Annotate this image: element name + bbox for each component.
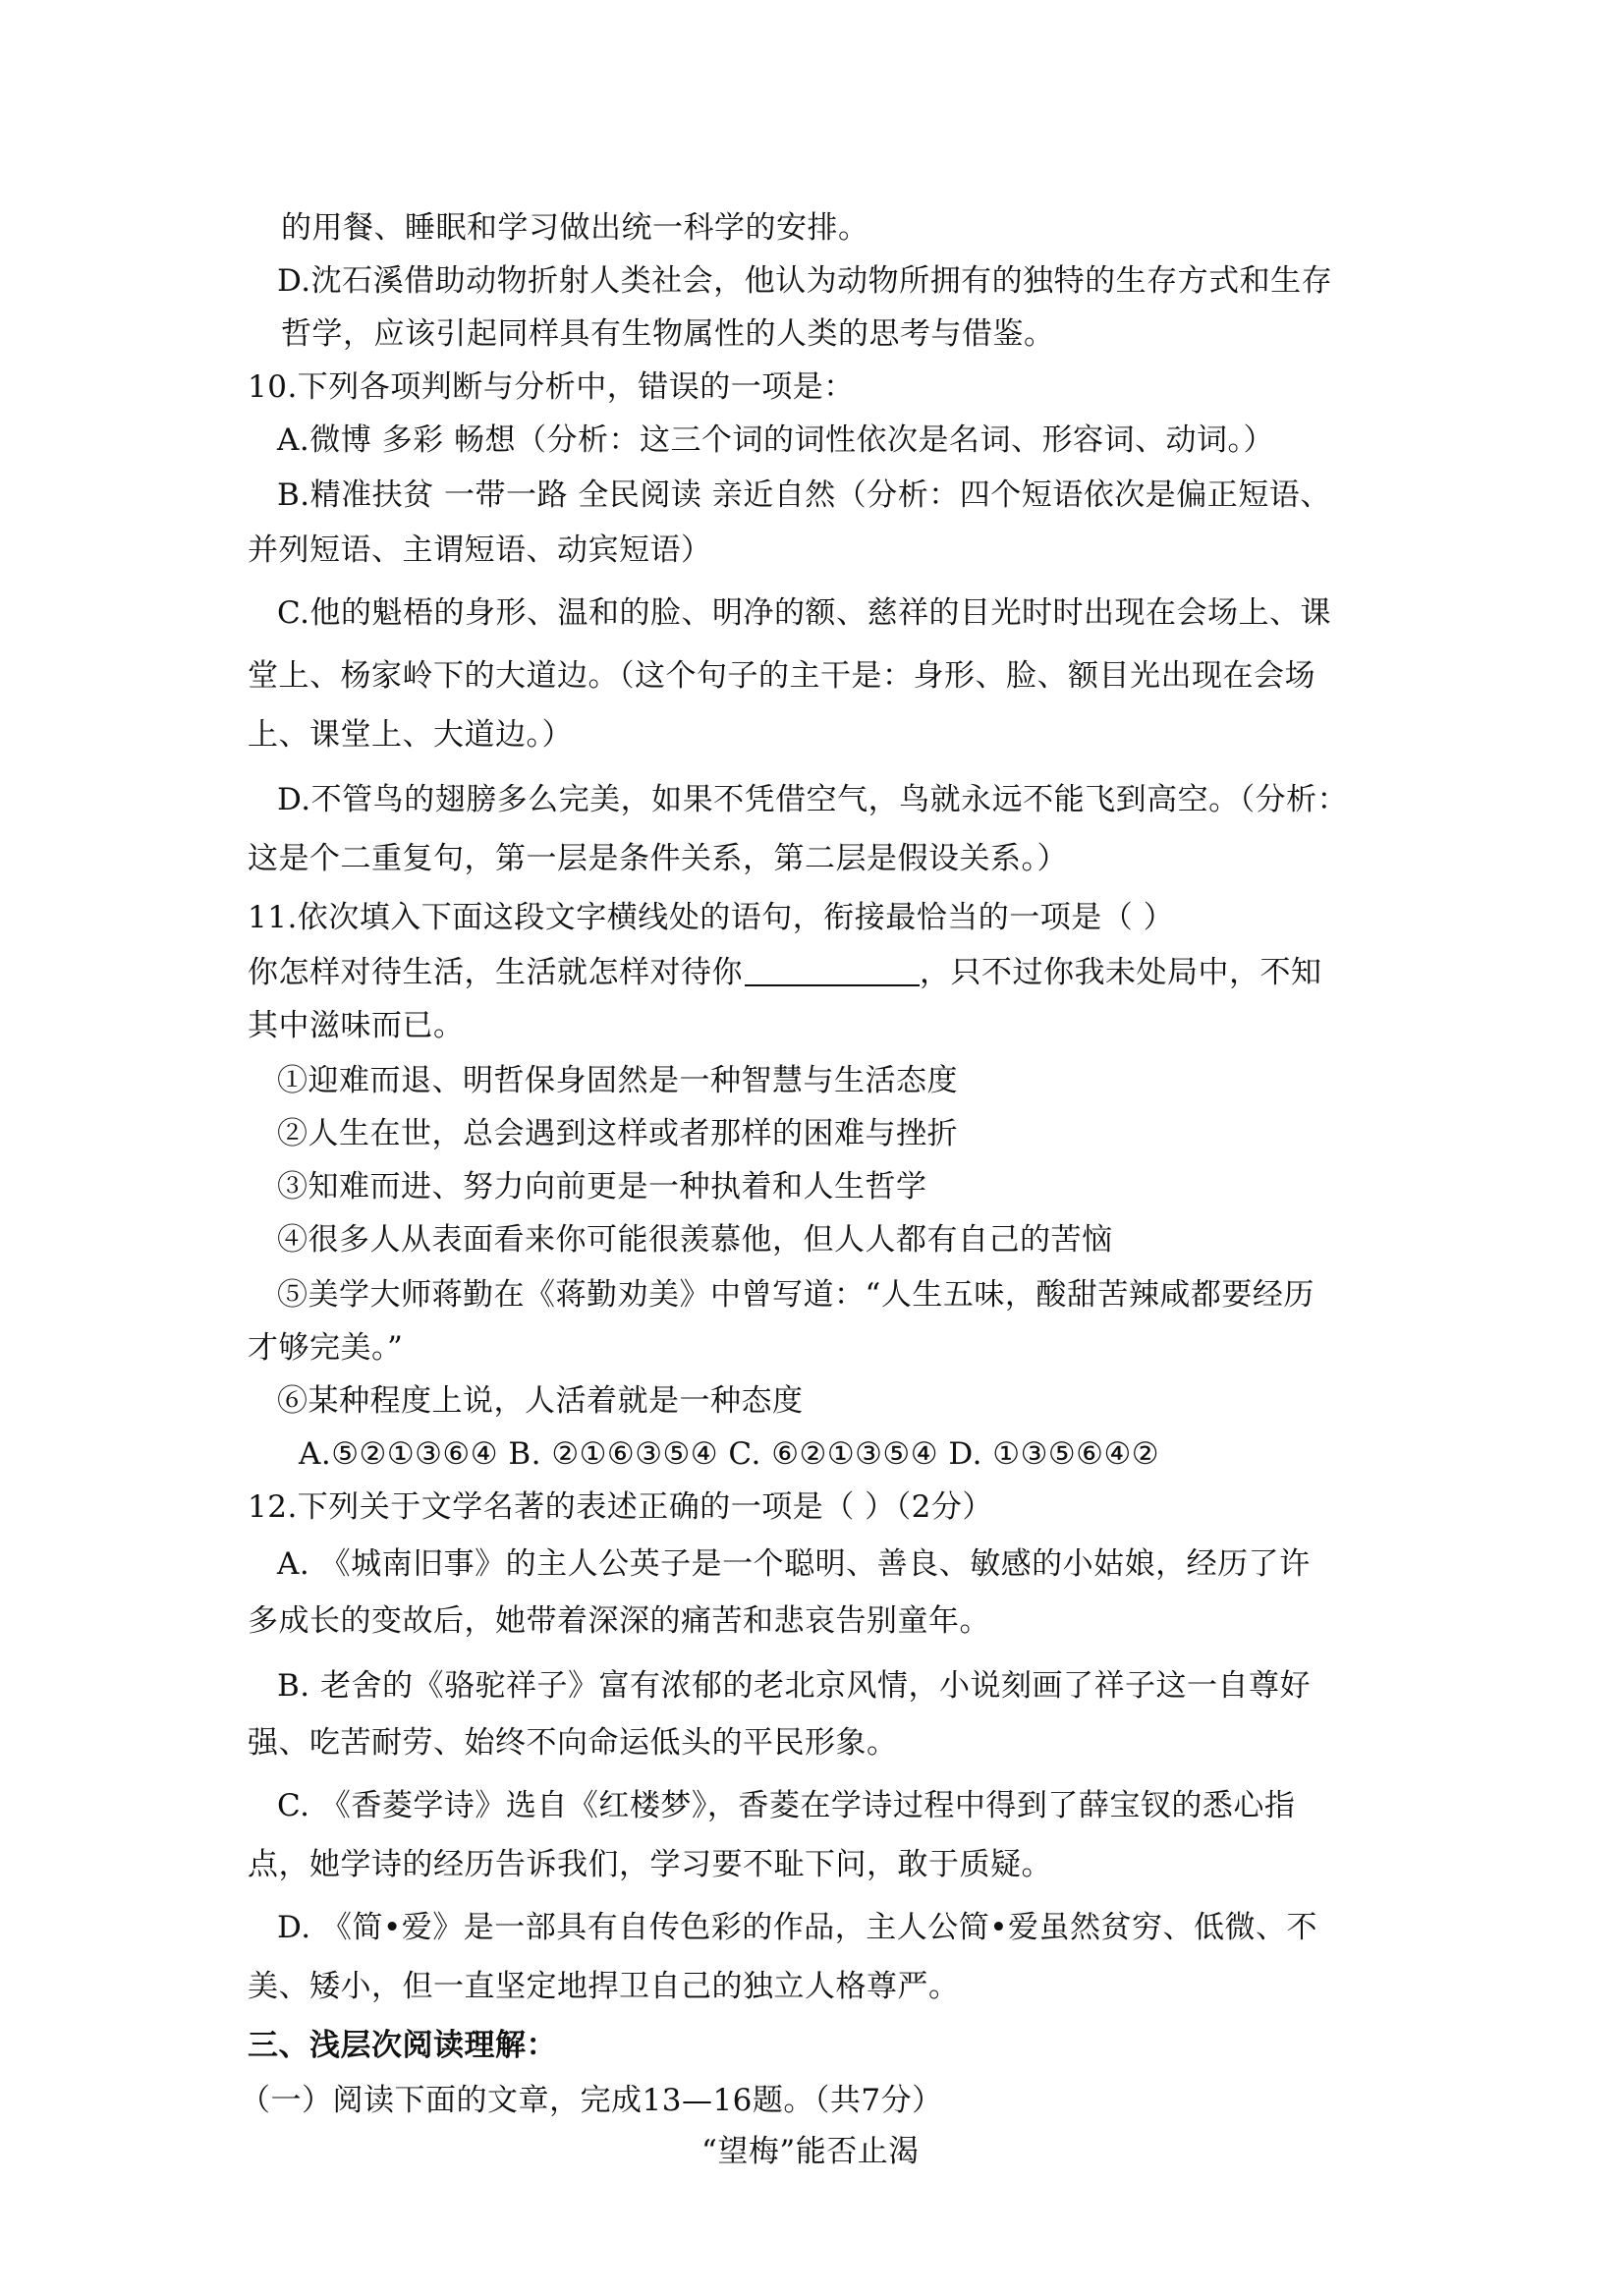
- article-title: “望梅”能否止渴: [701, 2134, 920, 2169]
- q9-text-line: 的用餐、睡眠和学习做出统一科学的安排。: [281, 210, 869, 246]
- q11-options: A.⑤②①③⑥④ B. ②①⑥③⑤④ C. ⑥②①③⑤④ D. ①③⑤⑥④②: [299, 1436, 1160, 1472]
- q12-option-b: B. 老舍的《骆驼祥子》富有浓郁的老北京风情，小说刻画了祥子这一自尊好: [277, 1668, 1311, 1704]
- q12-stem: 12.下列关于文学名著的表述正确的一项是（ ）（2分）: [248, 1489, 993, 1525]
- q11-item: ⑥某种程度上说，人活着就是一种态度: [277, 1383, 804, 1419]
- q10-option-c-cont: 上、课堂上、大道边。）: [248, 717, 573, 753]
- q10-option-c: C.他的魁梧的身形、温和的脸、明净的额、慈祥的目光时时出现在会场上、课: [277, 595, 1331, 631]
- section-heading: 三、浅层次阅读理解：: [248, 2028, 557, 2063]
- q10-stem: 10.下列各项判断与分析中，错误的一项是：: [248, 369, 855, 405]
- q12-option-a: A. 《城南旧事》的主人公英子是一个聪明、善良、敏感的小姑娘，经历了许: [277, 1546, 1311, 1582]
- q12-option-d-cont: 美、矮小，但一直坚定地捍卫自己的独立人格尊严。: [248, 1969, 960, 2004]
- q10-option-c-cont: 堂上、杨家岭下的大道边。（这个句子的主干是：身形、脸、额目光出现在会场: [248, 658, 1315, 694]
- q11-blank: [745, 955, 920, 986]
- q10-option-d: D.不管鸟的翅膀多么完美，如果不凭借空气，鸟就永远不能飞到高空。（分析：: [277, 782, 1349, 817]
- q10-option-d-cont: 这是个二重复句，第一层是条件关系，第二层是假设关系。）: [248, 841, 1068, 876]
- q11-item: ②人生在世，总会遇到这样或者那样的困难与挫折: [277, 1116, 958, 1151]
- q12-option-a-cont: 多成长的变故后，她带着深深的痛苦和悲哀告别童年。: [248, 1603, 990, 1639]
- q11-stem: 11.依次填入下面这段文字横线处的语句，衔接最恰当的一项是（ ）: [248, 900, 1175, 935]
- q12-option-d: D. 《简•爱》是一部具有自传色彩的作品，主人公简•爱虽然贫穷、低微、不: [277, 1910, 1318, 1945]
- q9-option-d: D.沈石溪借助动物折射人类社会，他认为动物所拥有的独特的生存方式和生存: [277, 263, 1333, 299]
- q11-passage-text: 你怎样对待生活，生活就怎样对待你: [248, 955, 743, 990]
- q12-option-c: C. 《香菱学诗》选自《红楼梦》，香菱在学诗过程中得到了薛宝钗的悉心指: [277, 1788, 1296, 1823]
- q11-item: ③知难而进、努力向前更是一种执着和人生哲学: [277, 1169, 927, 1204]
- q10-option-a: A.微博 多彩 畅想（分析：这三个词的词性依次是名词、形容词、动词。）: [277, 422, 1274, 458]
- q12-option-b-cont: 强、吃苦耐劳、始终不向命运低头的平民形象。: [248, 1725, 898, 1761]
- q11-item: ①迎难而退、明哲保身固然是一种智慧与生活态度: [277, 1063, 958, 1098]
- q9-text-line: 哲学，应该引起同样具有生物属性的人类的思考与借鉴。: [281, 316, 1055, 352]
- q11-passage-text: ，只不过你我未处局中，不知: [920, 955, 1322, 990]
- q11-item-cont: 才够完美。”: [248, 1330, 404, 1366]
- q11-passage-line: [248, 953, 1322, 992]
- q11-passage-line: 其中滋味而已。: [248, 1008, 465, 1043]
- q11-item: ④很多人从表面看来你可能很羡慕他，但人人都有自己的苦恼: [277, 1222, 1113, 1258]
- q10-option-b-cont: 并列短语、主谓短语、动宾短语）: [248, 532, 712, 568]
- section-subheading: （一）阅读下面的文章，完成13—16题。（共7分）: [240, 2083, 943, 2118]
- q10-option-b: B.精准扶贫 一带一路 全民阅读 亲近自然（分析：四个短语依次是偏正短语、: [277, 477, 1331, 513]
- q12-option-c-cont: 点，她学诗的经历告诉我们，学习要不耻下问，敢于质疑。: [248, 1847, 1052, 1882]
- q11-item: ⑤美学大师蒋勤在《蒋勤劝美》中曾写道：“人生五味，酸甜苦辣咸都要经历: [277, 1277, 1315, 1313]
